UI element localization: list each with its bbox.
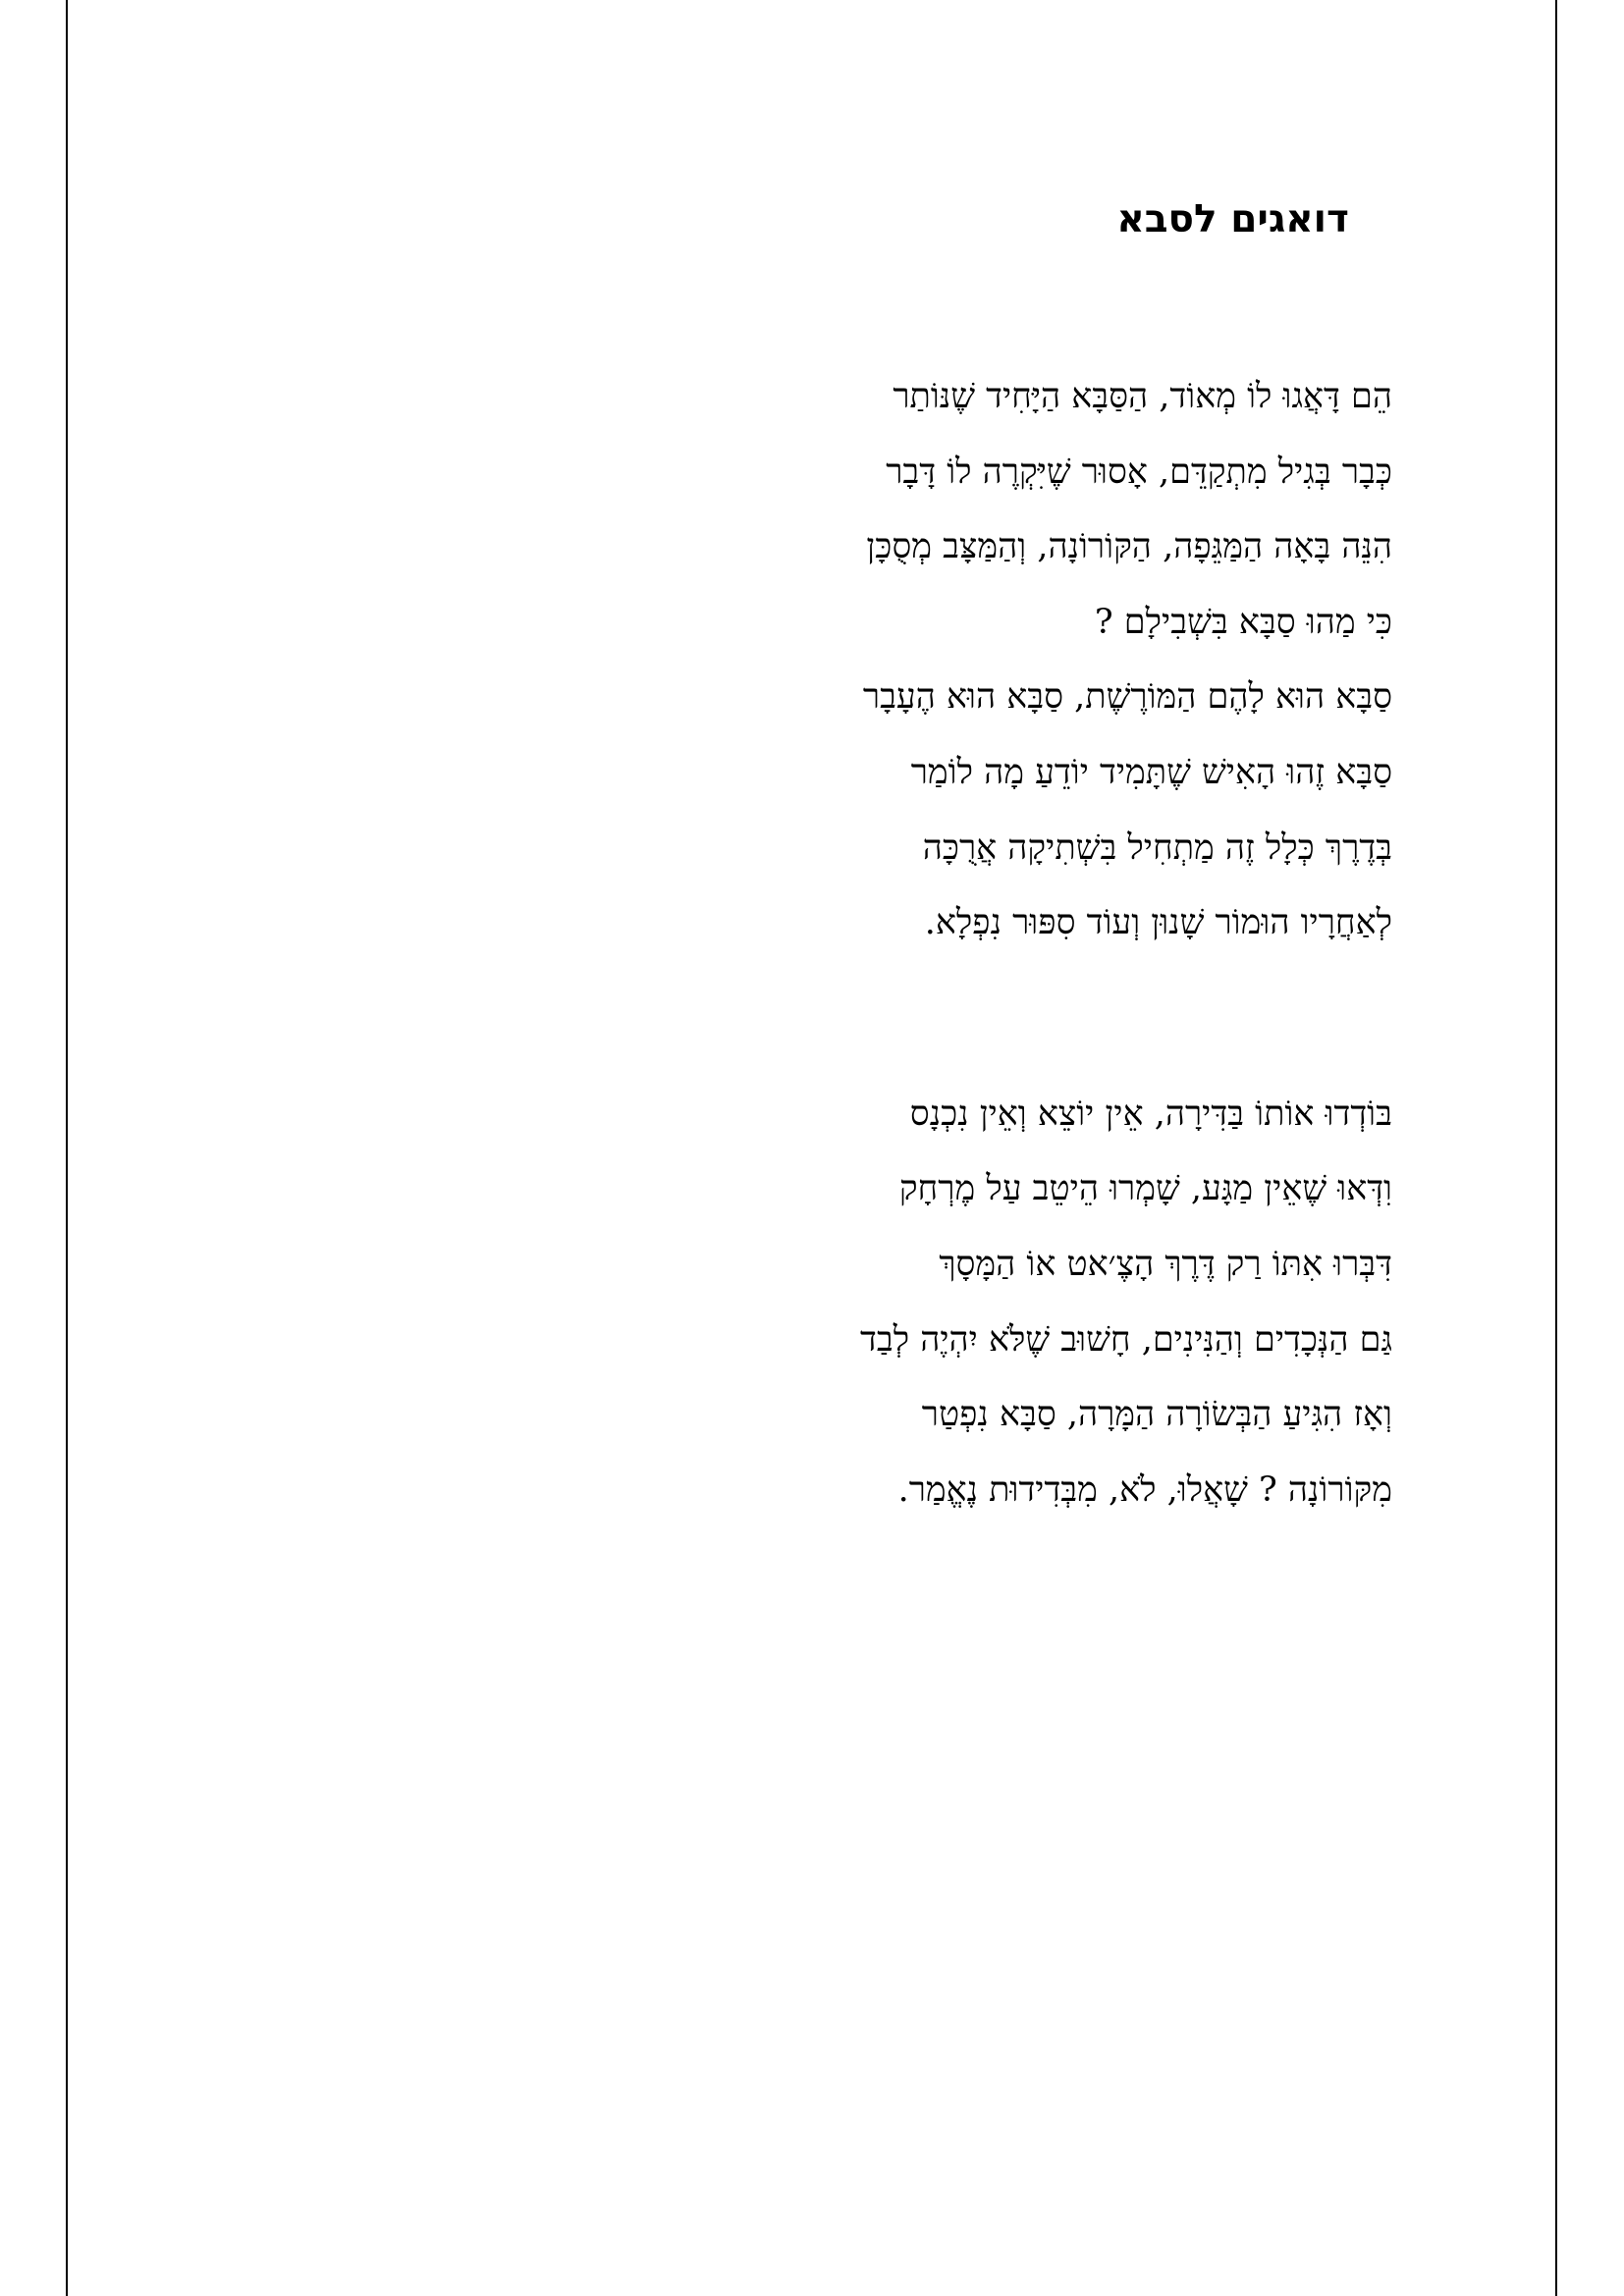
poem-line: וִדְּאוּ שֶׁאֵין מַגָּע, שָׁמְרוּ הֵיטֵב עַל מֶרְחָק <box>898 1169 1392 1209</box>
poem-line: הֵם דָּאֲגוּ לוֹ מְאוֹד, הַסַּבָּא הַיָּחִיד שֶׁנּוֹתַר <box>893 377 1392 416</box>
poem-line: וְאָז הִגִּיעַ הַבְּשׂוֹרָה הַמָּרָה, סַבָּא נִפְטַר <box>921 1395 1392 1435</box>
page-border-left <box>66 0 68 2296</box>
poem-title: דואגים לסבא <box>1116 197 1349 241</box>
poem <box>509 192 1392 1527</box>
poem-line: בּוֹדְדוּ אוֹתוֹ בַּדִּירָה, אֵין יוֹצֵא וְאֵין נִכְנָס <box>909 1094 1392 1134</box>
poem-line: סַבָּא הוּא לָהֶם הַמּוֹרֶשֶׁת, סַבָּא הוּא הֶעָבָר <box>862 677 1392 718</box>
poem-line: דִּבְּרוּ אִתּוֹ רַק דֶּרֶךְ הָצֶ׳אט אוֹ הַמָּסָךְ <box>939 1244 1392 1284</box>
poem-line: לְאַחֲרָיו הוּמוֹר שָׁנוּן וְעוֹד סִפּוּר נִפְלָא. <box>924 903 1392 943</box>
poem-line: סַבָּא זֶהוּ הָאִישׁ שֶׁתָּמִיד יוֹדֵעַ מָה לוֹמַר <box>910 752 1392 792</box>
poem-line: כִּי מַהוּ סַבָּא בִּשְׁבִילָם ? <box>1094 602 1392 642</box>
poem-line: הִנֵּה בָּאָה הַמַּגֵּפָה, הַקּוֹרוֹנָה, וְהַמַּצָּב מְסֻכָּן <box>866 527 1392 567</box>
poem-line: מִקּוֹרוֹנָה ? שָׁאֲלוּ, לֹא, מִבְּדִידוּת נֶאֱמַר. <box>897 1469 1392 1510</box>
stanza-2 <box>509 1077 1392 1528</box>
poem-line: כְּבָר בְּגִיל מִתְקַדֵּם, אָסוּר שֶׁיִּקְרֶה לוֹ דָּבָר <box>886 452 1392 492</box>
page-border-right <box>1555 0 1557 2296</box>
stanza-1 <box>509 359 1392 961</box>
poem-line: בְּדֶרֶךְ כְּלָל זֶה מַתְחִיל בִּשְׁתִיקָה אֲרֻכָּה <box>922 828 1392 868</box>
poem-line: גַּם הַנְּכָדִים וְהַנִּינִים, חָשׁוּב שֶׁלֹּא יִהְיֶה לְבַד <box>860 1319 1392 1360</box>
